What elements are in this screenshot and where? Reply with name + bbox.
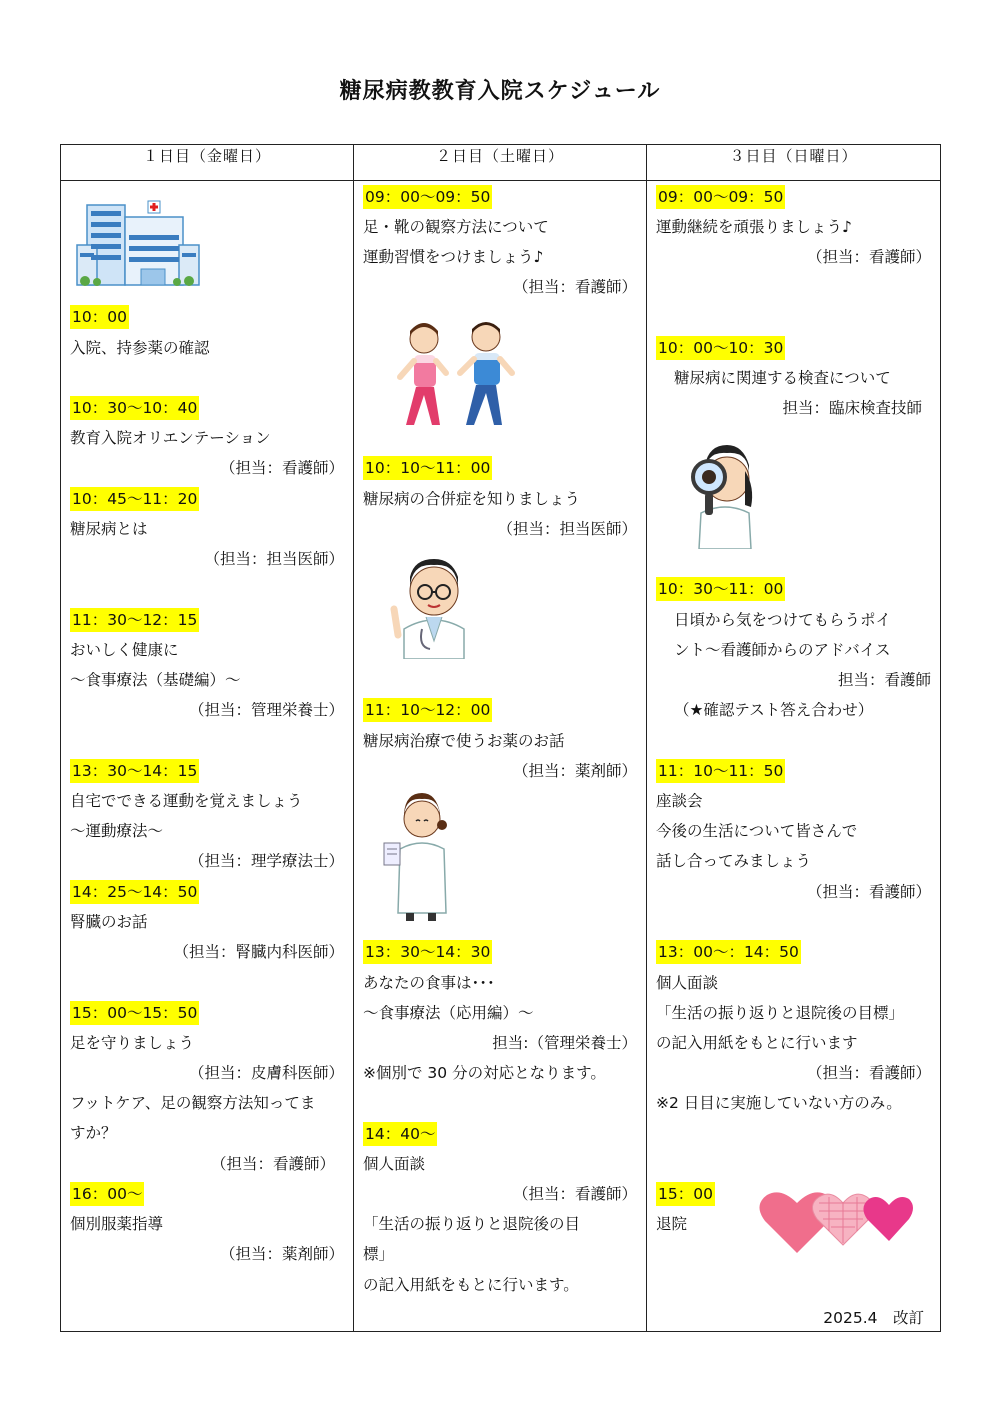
staff-label: （担当：皮膚科医師） bbox=[188, 1064, 344, 1082]
staff-label: （担当：薬剤師） bbox=[219, 1245, 344, 1263]
session-note: ※2 日目に実施していない方のみ。 bbox=[656, 1094, 902, 1112]
session-desc: 退院 bbox=[656, 1215, 688, 1233]
day3-column bbox=[647, 181, 941, 1332]
day1-column bbox=[61, 181, 354, 1332]
hospital-icon bbox=[73, 195, 201, 291]
header-day2: ２日目（土曜日） bbox=[354, 145, 647, 181]
session-desc: 入院、持参薬の確認 bbox=[70, 339, 210, 357]
header-day3: ３日目（日曜日） bbox=[647, 145, 941, 181]
staff-label: （担当：看護師） bbox=[219, 459, 344, 477]
time-slot: 09：00〜09：50 bbox=[656, 185, 785, 209]
time-slot: 14：25〜14：50 bbox=[70, 880, 199, 904]
session-desc: ント〜看護師からのアドバイス bbox=[674, 641, 891, 659]
session-note: ※個別で 30 分の対応となります。 bbox=[363, 1064, 606, 1082]
time-slot: 10：30〜11：00 bbox=[656, 577, 785, 601]
session-desc: 個人面談 bbox=[656, 974, 719, 992]
time-slot: 15：00〜15：50 bbox=[70, 1001, 199, 1025]
page-title: 糖尿病教教育入院スケジュール bbox=[339, 79, 661, 104]
staff-label: 担当：臨床検査技師 bbox=[782, 399, 922, 417]
time-slot: 11：10〜11：50 bbox=[656, 759, 785, 783]
staff-label: （担当：看護師） bbox=[210, 1155, 335, 1173]
session-desc: 日頃から気をつけてもらうポイ bbox=[674, 611, 892, 629]
staff-label: （担当：担当医師） bbox=[204, 550, 344, 568]
staff-label: （担当：管理栄養士） bbox=[188, 701, 344, 719]
session-desc: 標」 bbox=[363, 1245, 395, 1263]
day2-column bbox=[354, 181, 647, 1332]
schedule-table bbox=[60, 144, 941, 1332]
session-desc: 〜食事療法（応用編）〜 bbox=[363, 1004, 534, 1022]
session-desc: 〜運動療法〜 bbox=[70, 822, 164, 840]
session-desc: 足・靴の観察方法について bbox=[363, 218, 549, 236]
time-slot: 10：00〜10：30 bbox=[656, 336, 785, 360]
session-desc: 腎臓のお話 bbox=[70, 913, 148, 931]
staff-label: 担当:（管理栄養士） bbox=[492, 1034, 637, 1052]
session-desc: フットケア、足の観察方法知ってま bbox=[70, 1094, 316, 1112]
time-slot: 11：30〜12：15 bbox=[70, 608, 199, 632]
lab-technician-magnifier-illustration bbox=[683, 435, 759, 549]
session-desc: 〜食事療法（基礎編）〜 bbox=[70, 671, 241, 689]
session-desc: 運動習慣をつけましょう♪ bbox=[363, 248, 544, 266]
session-note: （★確認テスト答え合わせ） bbox=[674, 701, 874, 719]
session-desc: 「生活の振り返りと退院後の目 bbox=[363, 1215, 581, 1233]
staff-label: （担当：理学療法士） bbox=[188, 852, 344, 870]
time-slot: 10：30〜10：40 bbox=[70, 396, 199, 420]
staff-label: （担当：担当医師） bbox=[497, 520, 637, 538]
session-desc: 自宅でできる運動を覚えましょう bbox=[70, 792, 303, 810]
session-desc: 糖尿病とは bbox=[70, 520, 148, 538]
time-slot: 13：30〜14：15 bbox=[70, 759, 199, 783]
session-desc: の記入用紙をもとに行います。 bbox=[363, 1276, 579, 1294]
session-desc: 運動継続を頑張りましょう♪ bbox=[656, 218, 852, 236]
session-desc: 糖尿病の合併症を知りましょう bbox=[363, 490, 581, 508]
session-desc: 今後の生活について皆さんで bbox=[656, 822, 858, 840]
staff-label: （担当：看護師） bbox=[806, 248, 931, 266]
session-desc: 話し合ってみましょう bbox=[656, 852, 812, 870]
staff-label: （担当：看護師） bbox=[806, 1064, 931, 1082]
session-desc: 足を守りましょう bbox=[70, 1034, 195, 1052]
staff-label: （担当：腎臓内科医師） bbox=[173, 943, 344, 961]
staff-label: （担当：看護師） bbox=[512, 1185, 637, 1203]
time-slot: 09：00〜09：50 bbox=[363, 185, 492, 209]
session-desc: すか？ bbox=[70, 1124, 117, 1142]
session-desc: の記入用紙をもとに行います bbox=[656, 1034, 858, 1052]
session-desc: おいしく健康に bbox=[70, 641, 179, 659]
session-desc: 糖尿病に関連する検査について bbox=[674, 369, 891, 387]
doctor-illustration bbox=[386, 551, 482, 659]
staff-label: （担当：看護師） bbox=[806, 883, 931, 901]
session-desc: 個人面談 bbox=[363, 1155, 426, 1173]
session-desc: あなたの食事は･･･ bbox=[363, 974, 495, 992]
time-slot: 10：00 bbox=[70, 305, 129, 329]
session-desc: 「生活の振り返りと退院後の目標」 bbox=[656, 1004, 905, 1022]
revision-note: 2025.4 改訂 bbox=[823, 1309, 924, 1327]
session-desc: 糖尿病治療で使うお薬のお話 bbox=[363, 732, 565, 750]
time-slot: 13：30〜14：30 bbox=[363, 940, 492, 964]
session-desc: 教育入院オリエンテーション bbox=[70, 429, 271, 447]
hearts-icon bbox=[757, 1185, 913, 1255]
time-slot: 15：00 bbox=[656, 1182, 715, 1206]
staff-label: （担当：薬剤師） bbox=[512, 762, 637, 780]
walking-people-illustration bbox=[386, 317, 530, 435]
pharmacist-illustration bbox=[382, 789, 460, 923]
time-slot: 10：10〜11：00 bbox=[363, 456, 492, 480]
time-slot: 14：40〜 bbox=[363, 1122, 437, 1146]
time-slot: 13：00〜：14：50 bbox=[656, 940, 801, 964]
time-slot: 11：10〜12：00 bbox=[363, 698, 492, 722]
staff-label: 担当：看護師 bbox=[837, 671, 931, 689]
staff-label: （担当：看護師） bbox=[512, 278, 637, 296]
session-desc: 座談会 bbox=[656, 792, 703, 810]
session-desc: 個別服薬指導 bbox=[70, 1215, 164, 1233]
time-slot: 16：00〜 bbox=[70, 1182, 144, 1206]
header-day1: １日目（金曜日） bbox=[61, 145, 354, 181]
time-slot: 10：45〜11：20 bbox=[70, 487, 199, 511]
